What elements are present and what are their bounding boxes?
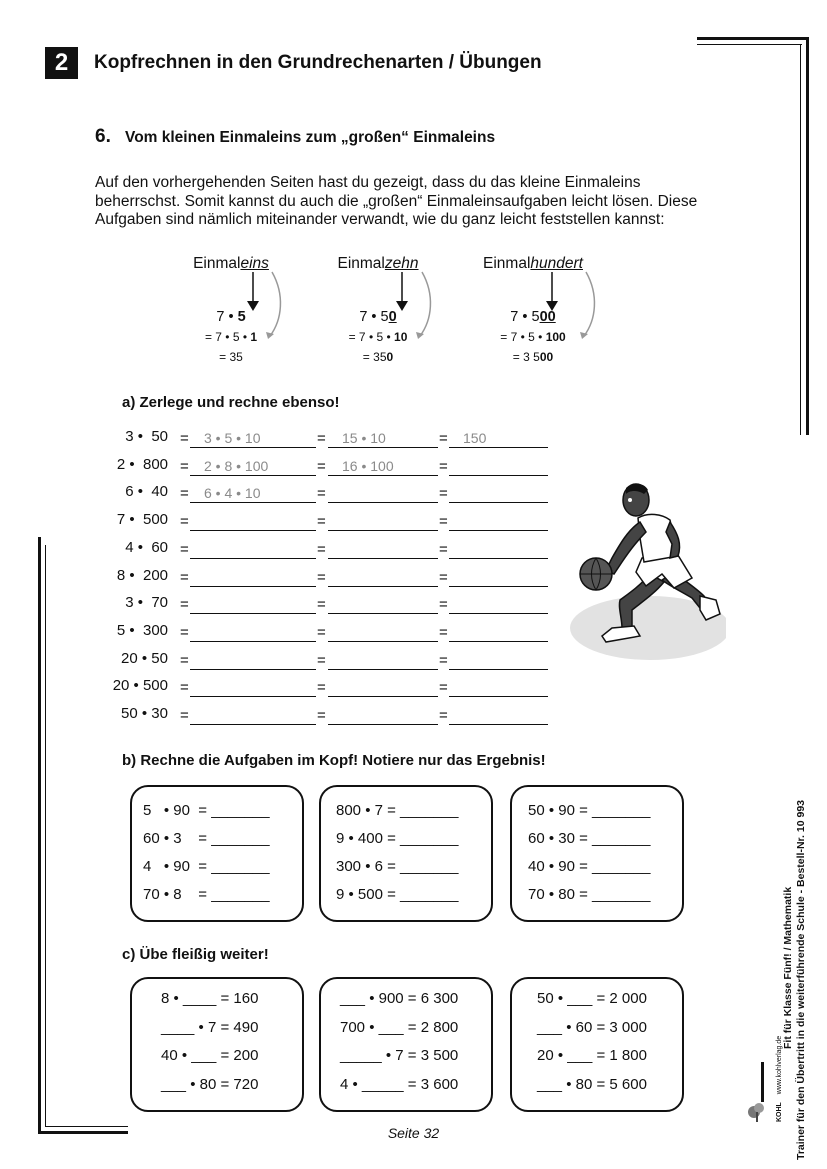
result-bold: 0 [386, 350, 394, 364]
example-word-prefix: Einmal [337, 255, 385, 272]
equals-sign: = [180, 679, 189, 697]
frame-line [45, 545, 46, 1127]
equals-sign: = [439, 623, 448, 641]
mul-bold: 5 [237, 309, 246, 325]
decomp-bold: 10 [394, 330, 408, 344]
equals-sign: = [439, 679, 448, 697]
answer-blank[interactable]: 3 • 5 • 10 [190, 428, 316, 448]
exercise-line[interactable]: 20 • ___ = 1 800 [537, 1047, 647, 1064]
mul-bold: 00 [539, 309, 556, 325]
tree-logo-icon [746, 1062, 768, 1122]
row-label: 3 • 70 [125, 594, 168, 612]
answer-blank[interactable] [449, 594, 548, 614]
equals-sign: = [439, 430, 448, 447]
answer-blank[interactable] [328, 677, 438, 697]
publisher-logo [746, 1062, 768, 1122]
exercise-line[interactable]: _____ • 7 = 3 500 [340, 1047, 459, 1064]
answer-blank[interactable] [449, 456, 548, 476]
exercise-line[interactable]: 40 • 90 = _______ [528, 858, 651, 875]
answer-blank[interactable] [449, 677, 548, 697]
row-label: 20 • 50 [121, 649, 168, 667]
decomp-bold: 1 [250, 330, 258, 344]
equals-sign: = [439, 513, 448, 531]
equals-sign: = [439, 707, 448, 724]
decomp-base: = 7 • 5 • [204, 330, 251, 344]
answer-blank[interactable] [328, 539, 438, 559]
equals-sign: = [439, 457, 448, 475]
row-label: 4 • 60 [125, 538, 168, 556]
example-word-suffix: eins [240, 255, 269, 272]
exercise-line[interactable]: 50 • ___ = 2 000 [537, 990, 647, 1007]
mul-base: 7 • [510, 309, 532, 325]
answer-blank[interactable] [190, 567, 316, 587]
exercise-line[interactable]: 40 • ___ = 200 [161, 1047, 259, 1064]
answer-blank[interactable] [190, 511, 316, 531]
exercise-line[interactable]: 60 • 3 = _______ [143, 830, 270, 847]
answer-blank[interactable] [190, 650, 316, 670]
basketball-player-illustration [566, 478, 726, 664]
decomp-bold: 100 [545, 330, 566, 344]
exercise-line[interactable]: 700 • ___ = 2 800 [340, 1018, 459, 1036]
answer-blank[interactable]: 15 • 10 [328, 428, 438, 448]
answer-blank[interactable] [328, 483, 438, 503]
exercise-line[interactable]: ____ • 7 = 490 [161, 1018, 259, 1036]
exercise-line[interactable]: 800 • 7 = _______ [336, 802, 459, 819]
arrow-group [247, 272, 280, 339]
answer-blank[interactable]: 2 • 8 • 100 [190, 456, 316, 476]
answer-blank[interactable]: 150 [449, 428, 548, 448]
publisher-name: KOHL [776, 1102, 783, 1122]
chapter-number-badge: 2 [45, 47, 78, 79]
row-label: 50 • 30 [121, 705, 168, 722]
frame-line [38, 537, 41, 1134]
answer-blank[interactable] [190, 594, 316, 614]
equals-sign: = [180, 568, 189, 586]
part-b-title: b) Rechne die Aufgaben im Kopf! Notiere nur das Ergebnis! [122, 752, 546, 769]
row-label: 8 • 200 [116, 566, 168, 584]
equals-sign: = [439, 540, 448, 558]
side-line-1: Fit für Klasse Fünf! / Mathematik [782, 886, 794, 1049]
exercise-line[interactable]: 70 • 8 = _______ [143, 886, 270, 903]
row-label: 6 • 40 [125, 483, 168, 501]
part-a-title: a) Zerlege und rechne ebenso! [122, 394, 340, 411]
equals-sign: = [439, 596, 448, 614]
result-bold: 00 [539, 350, 554, 364]
answer-blank[interactable] [328, 622, 438, 642]
equals-sign: = [180, 513, 189, 531]
header-title: Kopfrechnen in den Grundrechenarten / Übungen [94, 52, 542, 73]
answer-blank[interactable] [449, 511, 548, 531]
exercise-line[interactable]: 4 • 90 = _______ [143, 858, 270, 875]
side-publisher-info [782, 800, 808, 1160]
decomp-base: = 7 • 5 • [348, 330, 395, 344]
mul-rest: 5 [531, 309, 540, 325]
exercise-line[interactable]: 70 • 80 = _______ [528, 886, 651, 903]
exercise-line[interactable]: ___ • 80 = 5 600 [537, 1075, 647, 1093]
side-line-2: Trainer für den Übertritt in die weiterführende Schule - Bestell-Nr. 10 993 [795, 799, 807, 1160]
equals-sign: = [439, 568, 448, 586]
example-word-suffix: hundert [530, 255, 583, 272]
equals-sign: = [180, 596, 189, 614]
row-label: 20 • 500 [112, 677, 168, 695]
mul-base: 7 • [359, 309, 381, 325]
mul-rest: 5 [380, 309, 389, 325]
equals-sign: = [439, 485, 448, 503]
answer-blank[interactable] [449, 650, 548, 670]
equals-sign: = [317, 430, 326, 447]
answer-blank[interactable]: 16 • 100 [328, 456, 438, 476]
equals-sign: = [317, 457, 326, 475]
answer-blank[interactable] [328, 594, 438, 614]
equals-sign: = [317, 485, 326, 503]
answer-blank[interactable] [328, 511, 438, 531]
exercise-line[interactable]: 5 • 90 = _______ [143, 802, 270, 819]
equals-sign: = [180, 457, 189, 475]
equals-sign: = [317, 513, 326, 531]
result-base: = 35 [219, 350, 243, 364]
example-word-prefix: Einmal [483, 255, 531, 272]
publisher-url-text: www.kohlverlag.de [776, 1035, 783, 1095]
equals-sign: = [180, 651, 189, 669]
decomp-base: = 7 • 5 • [500, 330, 546, 344]
equals-sign: = [317, 651, 326, 669]
exercise-line[interactable]: 4 • _____ = 3 600 [340, 1075, 459, 1093]
exercise-line[interactable]: 300 • 6 = _______ [336, 858, 459, 875]
intro-text: Auf den vorhergehenden Seiten hast du gezeigt, dass du das kleine Einmaleins beherrschst. Somit kannst du auch die „großen“ Einmaleinsaufgaben leicht lösen. Diese Aufgaben sind nämlich miteinander verwandt, wie du ganz leicht feststellen kannst: [95, 174, 698, 228]
answer-blank[interactable] [328, 705, 438, 725]
equals-sign: = [180, 707, 189, 724]
answer-blank[interactable] [449, 622, 548, 642]
equals-sign: = [180, 623, 189, 641]
answer-blank[interactable] [328, 650, 438, 670]
exercise-line[interactable]: 9 • 500 = _______ [336, 886, 459, 903]
equals-sign: = [439, 651, 448, 669]
result-base: = 3 5 [512, 350, 540, 364]
row-label: 3 • 50 [125, 428, 168, 445]
answer-blank[interactable] [328, 567, 438, 587]
page-number: Seite 32 [387, 1125, 440, 1141]
equals-sign: = [317, 568, 326, 586]
equals-sign: = [317, 540, 326, 558]
row-label: 2 • 800 [116, 455, 168, 473]
equals-sign: = [180, 430, 189, 447]
example-arrows [0, 0, 827, 400]
answer-blank[interactable] [190, 539, 316, 559]
exercise-line[interactable]: ___ • 80 = 720 [161, 1075, 259, 1093]
section-title: Vom kleinen Einmaleins zum „großen“ Einmaleins [125, 129, 496, 146]
result-base: = 35 [362, 350, 387, 364]
mul-bold: 0 [388, 309, 397, 325]
answer-blank[interactable]: 6 • 4 • 10 [190, 483, 316, 503]
equals-sign: = [180, 540, 189, 558]
equals-sign: = [317, 679, 326, 697]
arrow-group [396, 272, 430, 339]
row-label: 7 • 500 [116, 511, 168, 529]
exercise-line[interactable]: 60 • 30 = _______ [528, 830, 651, 847]
section-number: 6. [95, 126, 111, 147]
answer-blank[interactable] [190, 622, 316, 642]
arrow-group [546, 272, 594, 339]
equals-sign: = [317, 596, 326, 614]
answer-blank[interactable] [449, 705, 548, 725]
exercise-line[interactable]: ___ • 900 = 6 300 [340, 990, 459, 1007]
answer-blank[interactable] [190, 705, 316, 725]
answer-blank[interactable] [190, 677, 316, 697]
equals-sign: = [317, 623, 326, 641]
equals-sign: = [180, 485, 189, 503]
example-word-suffix: zehn [384, 255, 419, 272]
row-label: 5 • 300 [116, 621, 168, 639]
exercise-line[interactable]: ___ • 60 = 3 000 [537, 1018, 647, 1036]
exercise-line[interactable]: 9 • 400 = _______ [336, 830, 459, 847]
part-c-title: c) Übe fleißig weiter! [122, 946, 269, 963]
exercise-line[interactable]: 8 • ____ = 160 [161, 990, 259, 1007]
publisher-url [776, 1036, 783, 1122]
example-word-prefix: Einmal [193, 255, 241, 272]
exercise-line[interactable]: 50 • 90 = _______ [528, 802, 651, 819]
equals-sign: = [317, 707, 326, 724]
answer-blank[interactable] [449, 539, 548, 559]
answer-blank[interactable] [449, 567, 548, 587]
answer-blank[interactable] [449, 483, 548, 503]
mul-base: 7 • [216, 309, 238, 325]
